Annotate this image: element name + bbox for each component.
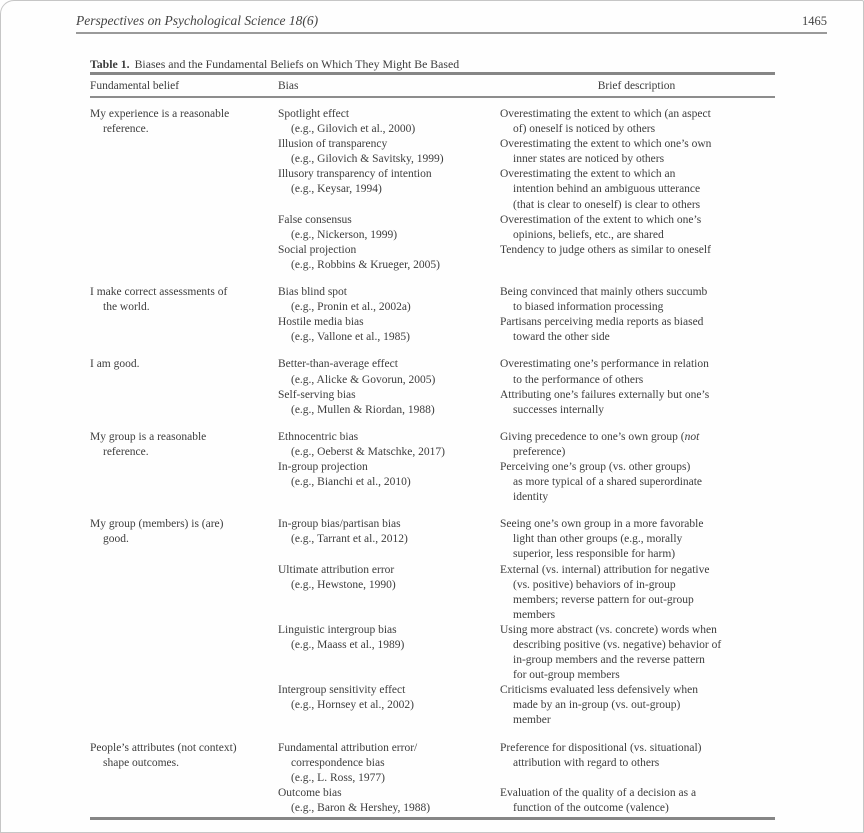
table-text-line: reference. (103, 123, 149, 136)
table-caption (90, 57, 775, 71)
bias-cell (278, 167, 500, 212)
table-text-line: (e.g., Keysar, 1994) (291, 183, 382, 196)
table-text-line: reference. (103, 445, 149, 458)
table-1 (90, 57, 775, 820)
table-text-line: Tendency to judge others as similar to oneself (500, 243, 711, 256)
bias-cell (278, 786, 500, 816)
table-text-line: shape outcomes. (103, 756, 180, 769)
table-text-line: intention behind an ambiguous utterance (513, 183, 701, 196)
section-rows (278, 430, 773, 505)
table-text-line: to biased information processing (513, 301, 664, 314)
bias-cell (278, 623, 500, 683)
table-text-line: External (vs. internal) attribution for negative (500, 563, 710, 576)
table-text-line: Criticisms evaluated less defensively when (500, 684, 699, 697)
table-text-line: Ultimate attribution error (278, 563, 395, 576)
desc-cell (500, 563, 773, 623)
table-text-line: Intergroup sensitivity effect (278, 684, 406, 697)
table-text-line: (that is clear to oneself) is clear to others (513, 198, 701, 211)
table-text-line: Outcome bias (278, 786, 342, 799)
section-rows (278, 107, 773, 273)
desc-cell (500, 460, 773, 505)
table-text-line: Using more abstract (vs. concrete) words when (500, 623, 717, 636)
section-rows (278, 517, 773, 728)
table-text-line: I make correct assessments of (90, 286, 228, 299)
bias-cell (278, 107, 500, 137)
table-row (278, 243, 773, 273)
table-text-line: correspondence bias (291, 756, 385, 769)
table-row (278, 460, 773, 505)
table-text-line: Overestimation of the extent to which one’s (500, 213, 702, 226)
table-text-line: Linguistic intergroup bias (278, 623, 397, 636)
table-caption-label: Table 1. (90, 57, 130, 71)
table-text-line: Giving precedence to one’s own group (not (500, 430, 700, 443)
table-text-line: Illusory transparency of intention (278, 168, 432, 181)
desc-cell (500, 137, 773, 167)
table-text-line: Bias blind spot (278, 286, 348, 299)
table-text-line: In-group bias/partisan bias (278, 518, 401, 531)
table-text-line: in-group members and the reverse pattern (513, 654, 705, 667)
table-bottom-rule (90, 817, 775, 820)
table-text-line: successes internally (513, 403, 605, 416)
desc-cell (500, 430, 773, 460)
table-text-line: (e.g., Tarrant et al., 2012) (291, 533, 408, 546)
table-text-line: My group (members) is (are) (90, 518, 224, 531)
table-section (90, 285, 775, 345)
table-text-line: Overestimating the extent to which an (500, 168, 676, 181)
bias-cell (278, 213, 500, 243)
page-number: 1465 (802, 14, 827, 28)
table-text-line: Hostile media bias (278, 316, 364, 329)
table-text-line: Partisans perceiving media reports as biased (500, 316, 704, 329)
table-row (278, 741, 773, 786)
desc-cell (500, 623, 773, 683)
column-header-fundamental-belief: Fundamental belief (90, 79, 180, 92)
desc-cell (500, 786, 773, 816)
table-text-line: Self-serving bias (278, 388, 356, 401)
bias-cell (278, 563, 500, 623)
table-text-line: Illusion of transparency (278, 138, 388, 151)
table-row (278, 167, 773, 212)
table-text-line: member (513, 714, 551, 727)
bias-cell (278, 460, 500, 505)
table-text-line: (e.g., Pronin et al., 2002a) (291, 301, 411, 314)
table-text-line: My group is a reasonable (90, 430, 207, 443)
table-text-line: Being convinced that mainly others succumb (500, 286, 708, 299)
table-row (278, 683, 773, 728)
table-text-line: (e.g., Alicke & Govorun, 2005) (291, 373, 436, 386)
table-text-line: members; reverse pattern for out-group (513, 593, 694, 606)
table-body (90, 107, 775, 816)
table-text-line: superior, less responsible for harm) (513, 548, 676, 561)
table-section (90, 430, 775, 505)
table-row (278, 430, 773, 460)
table-text-line: (e.g., Maass et al., 1989) (291, 639, 405, 651)
table-text-line: (e.g., Robbins & Krueger, 2005) (291, 258, 441, 271)
table-text-line: (e.g., Hornsey et al., 2002) (291, 699, 414, 712)
table-section (90, 741, 775, 816)
table-text-line: (e.g., Hewstone, 1990) (291, 578, 396, 591)
table-text-line: (vs. positive) behaviors of in-group (513, 578, 676, 591)
table-row (278, 107, 773, 137)
table-section (90, 107, 775, 273)
table-text-line: (e.g., Baron & Hershey, 1988) (291, 801, 431, 814)
bias-cell (278, 517, 500, 562)
table-text-line: light than other groups (e.g., morally (513, 533, 683, 546)
table-text-line: as more typical of a shared superordinate (513, 476, 703, 489)
bias-cell (278, 388, 500, 418)
table-row (278, 517, 773, 562)
belief-cell (90, 285, 278, 345)
desc-cell (500, 213, 773, 243)
table-row (278, 623, 773, 683)
table-text-line: describing positive (vs. negative) behavior of (513, 639, 722, 651)
running-head-rule (76, 32, 827, 34)
table-text-line: opinions, beliefs, etc., are shared (513, 228, 664, 241)
table-text-line: good. (103, 533, 129, 546)
belief-cell (90, 430, 278, 505)
desc-cell (500, 683, 773, 728)
table-text-line: Seeing one’s own group in a more favorable (500, 518, 704, 531)
table-text-line: I am good. (90, 358, 140, 371)
desc-cell (500, 107, 773, 137)
table-text-line: (e.g., L. Ross, 1977) (291, 771, 385, 784)
table-text-line: Social projection (278, 243, 357, 256)
table-text-line: identity (513, 491, 549, 504)
table-section (90, 357, 775, 417)
table-text-line: My experience is a reasonable (90, 108, 230, 120)
section-rows (278, 741, 773, 816)
table-text-line: Ethnocentric bias (278, 430, 359, 443)
table-text-line: Evaluation of the quality of a decision as a (500, 786, 697, 799)
table-text-line: members (513, 608, 556, 621)
journal-title: Perspectives on Psychological Science 18(6) (76, 13, 319, 28)
bias-cell (278, 137, 500, 167)
bias-cell (278, 315, 500, 345)
desc-cell (500, 167, 773, 212)
table-text-line: Overestimating one’s performance in relation (500, 358, 709, 371)
desc-cell (500, 517, 773, 562)
table-row (278, 315, 773, 345)
bias-cell (278, 357, 500, 387)
running-head (76, 13, 827, 29)
table-text-line: to the performance of others (513, 373, 644, 386)
table-row (278, 137, 773, 167)
column-header-brief-description: Brief description (597, 79, 676, 92)
table-text-line: Fundamental attribution error/ (278, 741, 418, 754)
table-caption-text: Biases and the Fundamental Beliefs on Which They Might Be Based (134, 57, 460, 71)
desc-cell (500, 357, 773, 387)
table-text-line: Overestimating the extent to which (an aspect (500, 108, 711, 120)
table-header-row (90, 75, 775, 96)
table-text-line: function of the outcome (valence) (513, 801, 669, 814)
bias-cell (278, 285, 500, 315)
table-row (278, 786, 773, 816)
table-text-line: Preference for dispositional (vs. situational) (500, 741, 702, 754)
table-text-line: Perceiving one’s group (vs. other groups) (500, 460, 691, 473)
table-row (278, 388, 773, 418)
table-text-line: (e.g., Gilovich et al., 2000) (291, 123, 416, 136)
desc-cell (500, 285, 773, 315)
desc-cell (500, 388, 773, 418)
table-row (278, 213, 773, 243)
table-row (278, 563, 773, 623)
table-text-line: Better-than-average effect (278, 358, 398, 371)
table-text-line: the world. (103, 301, 150, 314)
table-text-line: Overestimating the extent to which one’s own (500, 138, 712, 151)
table-text-line: toward the other side (513, 331, 610, 344)
table-text-line: Attributing one’s failures externally but one’s (500, 388, 710, 401)
table-text-line: People’s attributes (not context) (90, 741, 237, 754)
belief-cell (90, 741, 278, 816)
table-text-line: (e.g., Vallone et al., 1985) (291, 331, 410, 344)
table-text-line: (e.g., Bianchi et al., 2010) (291, 476, 411, 489)
desc-cell (500, 741, 773, 786)
belief-cell (90, 357, 278, 417)
table-row (278, 357, 773, 387)
column-header-bias: Bias (278, 79, 299, 92)
section-rows (278, 357, 773, 417)
table-header-rule (90, 96, 775, 98)
bias-cell (278, 243, 500, 273)
table-text-line: (e.g., Mullen & Riordan, 1988) (291, 403, 435, 416)
table-section (90, 517, 775, 728)
desc-cell (500, 243, 773, 273)
desc-cell (500, 315, 773, 345)
table-text-line: attribution with regard to others (513, 756, 660, 769)
table-text-line: (e.g., Gilovich & Savitsky, 1999) (291, 153, 444, 166)
table-text-line: preference) (513, 445, 566, 458)
table-text-line: made by an in-group (vs. out-group) (513, 699, 681, 712)
table-text-line: (e.g., Oeberst & Matschke, 2017) (291, 445, 445, 458)
table-text-line: Spotlight effect (278, 108, 350, 120)
table-row (278, 285, 773, 315)
table-text-line: for out-group members (513, 669, 620, 682)
table-text-line: In-group projection (278, 460, 368, 473)
table-text-line: inner states are noticed by others (513, 153, 665, 166)
section-rows (278, 285, 773, 345)
belief-cell (90, 517, 278, 728)
bias-cell (278, 683, 500, 728)
table-text-line: False consensus (278, 213, 352, 226)
bias-cell (278, 430, 500, 460)
belief-cell (90, 107, 278, 273)
bias-cell (278, 741, 500, 786)
table-text-line: of) oneself is noticed by others (513, 123, 656, 136)
table-text-line: (e.g., Nickerson, 1999) (291, 228, 398, 241)
